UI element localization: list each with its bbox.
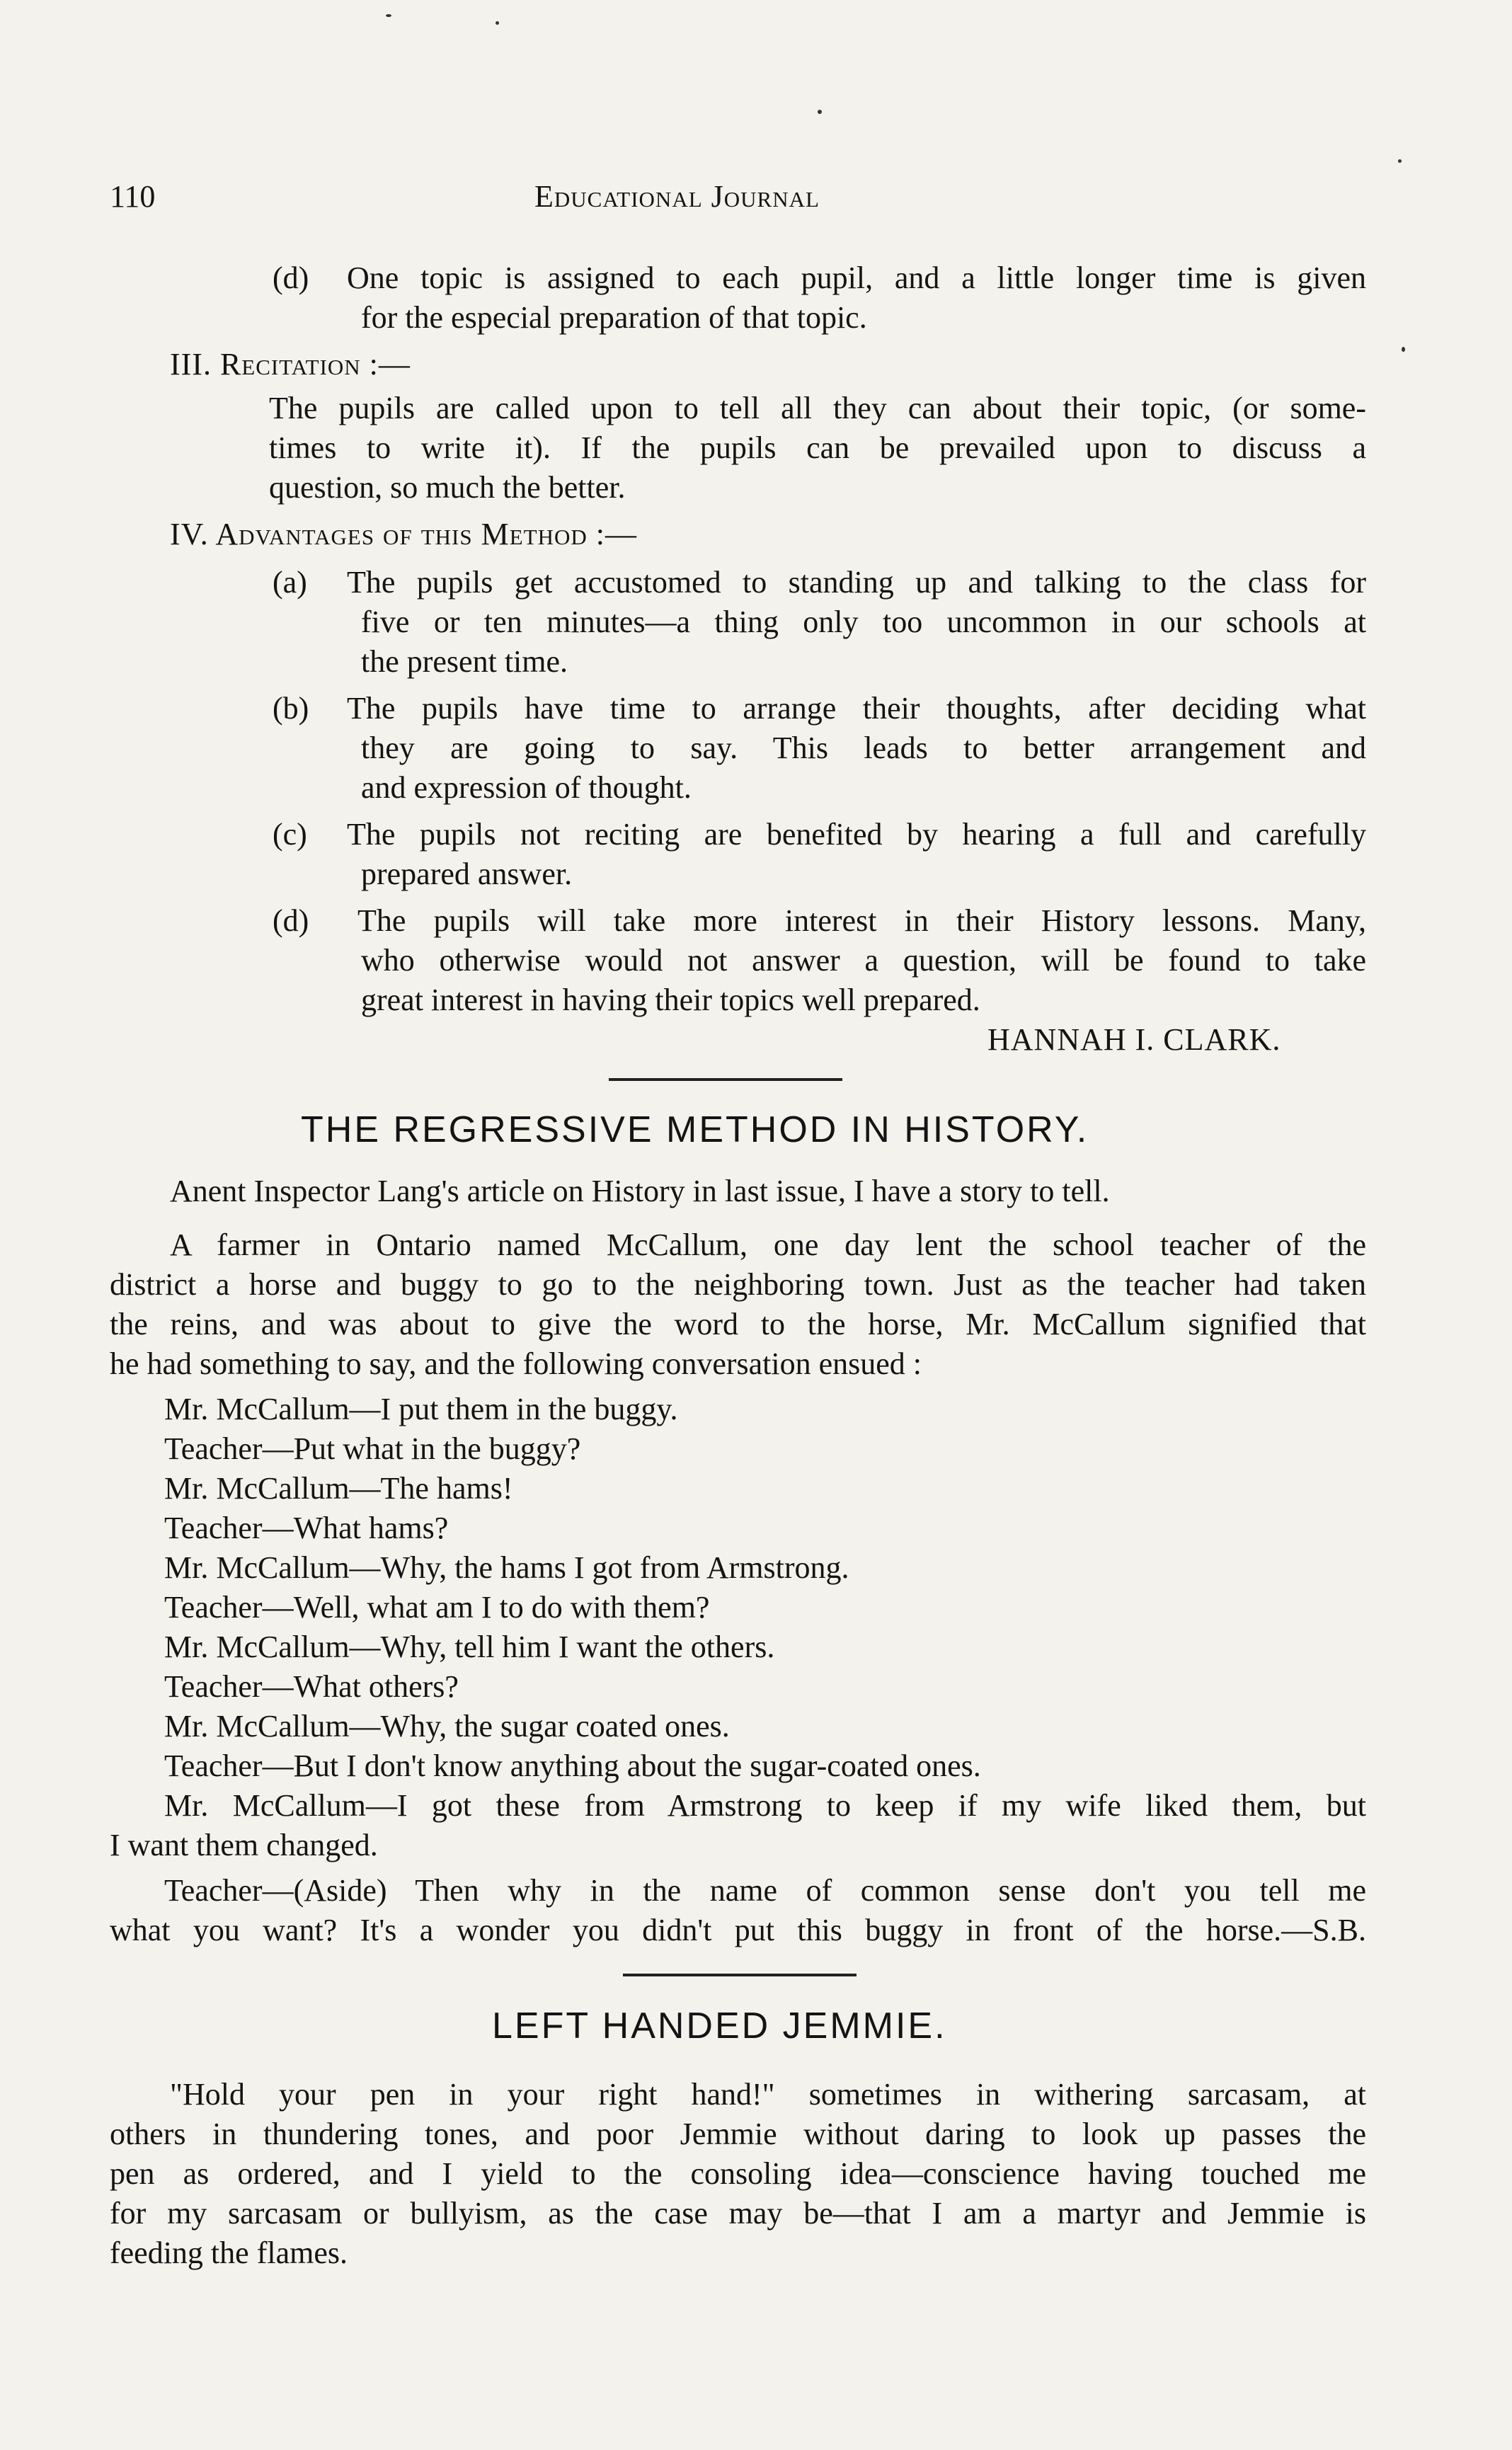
section-heading: IV. Advantages of this Method :— (170, 517, 637, 551)
item-label: (d) (273, 903, 309, 938)
body-line: One topic is assigned to each pupil, and a little longer time is given (347, 261, 1366, 295)
body-line: The pupils are called upon to tell all they can about their topic, (or some- (269, 391, 1366, 425)
body-line: A farmer in Ontario named McCallum, one day lent the school teacher of the (170, 1227, 1366, 1262)
dialogue-line: I want them changed. (110, 1828, 378, 1862)
body-line: the present time. (361, 644, 568, 679)
section-divider (623, 1974, 857, 1976)
body-line: The pupils will take more interest in their History lessons. Many, (357, 903, 1366, 938)
dialogue-line: Mr. McCallum—The hams! (164, 1471, 513, 1506)
body-line: The pupils get accustomed to standing up and talking to the class for (347, 565, 1366, 600)
scan-speck (386, 14, 391, 17)
body-line: The pupils not reciting are benefited by hearing a full and carefully (347, 817, 1366, 852)
body-line: the reins, and was about to give the word to the horse, Mr. McCallum signified that (110, 1307, 1366, 1341)
dialogue-line: Teacher—What hams? (164, 1511, 449, 1545)
journal-title: Educational Journal (534, 179, 820, 214)
dialogue-line: Mr. McCallum—Why, tell him I want the others. (164, 1630, 775, 1664)
item-label: (d) (273, 261, 309, 295)
body-line: five or ten minutes—a thing only too uncommon in our schools at (361, 605, 1366, 639)
body-line: Anent Inspector Lang's article on History in last issue, I have a story to tell. (170, 1174, 1110, 1208)
page-number: 110 (110, 179, 156, 214)
body-line: for the especial preparation of that topic. (361, 300, 867, 335)
body-line: "Hold your pen in your right hand!" sometimes in withering sarcasam, at (170, 2077, 1366, 2112)
dialogue-line: Teacher—Well, what am I to do with them? (164, 1590, 710, 1625)
dialogue-line: what you want? It's a wonder you didn't put this buggy in front of the horse.—S.B. (110, 1913, 1366, 1947)
dialogue-line: Mr. McCallum—I got these from Armstrong to keep if my wife liked them, but (164, 1788, 1366, 1823)
dialogue-line: Teacher—(Aside) Then why in the name of common sense don't you tell me (164, 1873, 1366, 1908)
item-label: (c) (273, 817, 307, 852)
dialogue-line: Mr. McCallum—Why, the hams I got from Armstrong. (164, 1550, 849, 1585)
section-heading: III. Recitation :— (170, 347, 411, 382)
body-line: prepared answer. (361, 857, 573, 891)
body-line: pen as ordered, and I yield to the consoling idea—conscience having touched me (110, 2156, 1366, 2191)
body-line: question, so much the better. (269, 470, 626, 505)
body-line: they are going to say. This leads to better arrangement and (361, 731, 1366, 765)
body-line: district a horse and buggy to go to the neighboring town. Just as the teacher had taken (110, 1267, 1366, 1302)
body-line: feeding the flames. (110, 2236, 348, 2270)
body-line: others in thundering tones, and poor Jemmie without daring to look up passes the (110, 2117, 1366, 2151)
item-label: (a) (273, 565, 307, 600)
dialogue-line: Mr. McCallum—I put them in the buggy. (164, 1392, 678, 1426)
body-line: who otherwise would not answer a question, will be found to take (361, 943, 1366, 978)
body-line: times to write it). If the pupils can be prevailed upon to discuss a (269, 430, 1366, 465)
dialogue-line: Teacher—Put what in the buggy? (164, 1431, 581, 1466)
dialogue-line: Teacher—But I don't know anything about the sugar-coated ones. (164, 1748, 981, 1783)
article-title: LEFT HANDED JEMMIE. (492, 2005, 947, 2047)
body-line: and expression of thought. (361, 770, 692, 805)
body-line: The pupils have time to arrange their thoughts, after deciding what (347, 691, 1366, 726)
scan-speck (1402, 347, 1405, 352)
dialogue-line: Mr. McCallum—Why, the sugar coated ones. (164, 1709, 730, 1744)
author-signature: HANNAH I. CLARK. (987, 1022, 1281, 1057)
article-title: THE REGRESSIVE METHOD IN HISTORY. (301, 1109, 1089, 1150)
body-line: he had something to say, and the following conversation ensued : (110, 1346, 922, 1381)
scan-speck (496, 21, 499, 25)
body-line: great interest in having their topics well prepared. (361, 983, 980, 1017)
body-line: for my sarcasam or bullyism, as the case may be—that I am a martyr and Jemmie is (110, 2196, 1366, 2231)
item-label: (b) (273, 691, 309, 726)
dialogue-line: Teacher—What others? (164, 1669, 459, 1704)
scan-speck (1398, 159, 1402, 163)
scan-speck (818, 110, 822, 114)
section-divider (609, 1078, 842, 1081)
